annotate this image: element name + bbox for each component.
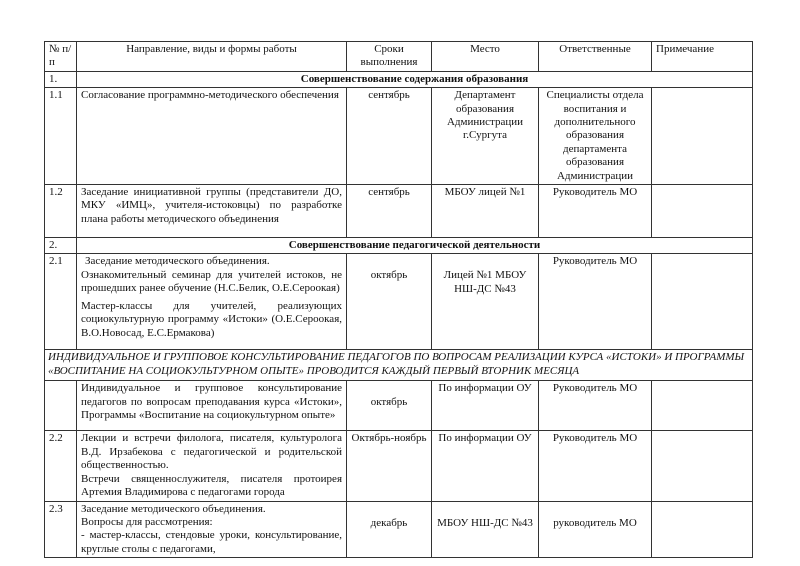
row-responsible: Руководитель МО [539,381,652,431]
row-place: МБОУ лицей №1 [432,185,539,238]
header-row [45,42,753,72]
section-title: Совершенствование содержания образования [77,71,753,87]
row-responsible: Руководитель МО [539,185,652,238]
row-place: Лицей №1 МБОУ НШ-ДС №43 [432,254,539,350]
direction-line: Мастер-классы для учителей, реализующих социокультурную программу «Истоки» (О.Е.Сероокая, В.О.Новосад, Е.С.Ермакова) [81,299,342,339]
section-row [45,238,753,254]
row-note [652,88,753,185]
row-note [652,381,753,431]
direction-line: - мастер-классы, стендовые уроки, консультирование, круглые столы с педагогами, [81,529,342,555]
banner-row [45,350,753,381]
row-direction: Согласование программно-методического обеспечения [77,88,347,185]
row-note [652,254,753,350]
direction-line: Заседание методического объединения. [81,502,266,515]
section-num: 1. [45,71,77,87]
row-note [652,431,753,501]
row-dates: Октябрь-ноябрь [347,431,432,501]
header-dates: Сроки выполнения [347,42,432,72]
section-title: Совершенствование педагогической деятельности [77,238,753,254]
row-place: Департамент образования Администрации г.Сургута [432,88,539,185]
table-row [45,88,753,185]
row-num: 1.1 [45,88,77,185]
row-dates: декабрь [347,501,432,558]
direction-line: Ознакомительный семинар для учителей истоков, не прошедших ранее обучение (Н.С.Белик, О.Е.Сероокая) [81,268,342,295]
row-direction [77,431,347,501]
table-row [45,185,753,238]
direction-line: Лекции и встречи филолога, писателя, культуролога В.Д. Ирзабекова с педагогической и родительской общественностью. [81,432,342,472]
table-row [45,501,753,558]
row-num: 2.3 [45,501,77,558]
row-direction [77,501,347,558]
row-num [45,381,77,431]
row-dates: октябрь [347,381,432,431]
row-place: По информации ОУ [432,431,539,501]
row-place: МБОУ НШ-ДС №43 [432,501,539,558]
table-row [45,381,753,431]
row-num: 2.1 [45,254,77,350]
row-responsible: Руководитель МО [539,254,652,350]
consultation-banner: ИНДИВИДУАЛЬНОЕ И ГРУППОВОЕ КОНСУЛЬТИРОВАНИЕ ПЕДАГОГОВ ПО ВОПРОСАМ РЕАЛИЗАЦИИ КУРСА «ИСТОКИ» И ПРОГРАММЫ «ВОСПИТАНИЕ НА СОЦИОКУЛЬТУРНОМ ОПЫТЕ» ПРОВОДИТСЯ КАЖДЫЙ ПЕРВЫЙ ВТОРНИК МЕСЯЦА [45,350,753,381]
row-responsible: руководитель МО [539,501,652,558]
row-num: 1.2 [45,185,77,238]
section-num: 2. [45,238,77,254]
work-plan-table [44,41,753,558]
header-responsible: Ответственные [539,42,652,72]
row-num: 2.2 [45,431,77,501]
row-responsible: Руководитель МО [539,431,652,501]
row-note [652,501,753,558]
row-place: По информации ОУ [432,381,539,431]
row-direction: Индивидуальное и групповое консультирование педагогов по вопросам преподавания курса «Истоки», Программы «Воспитание на социокультурном опыте» [77,381,347,431]
row-dates: сентябрь [347,88,432,185]
direction-line: Вопросы для рассмотрения: [81,515,213,528]
row-responsible: Специалисты отдела воспитания и дополнительного образования департамента образования Администрации [539,88,652,185]
header-direction: Направление, виды и формы работы [77,42,347,72]
row-note [652,185,753,238]
direction-line: Встречи священнослужителя, писателя протоирея Артемия Владимирова с педагогами города [81,472,342,499]
header-num: № п/п [45,42,77,72]
row-dates: сентябрь [347,185,432,238]
table-row [45,431,753,501]
row-direction [77,254,347,350]
header-note: Примечание [652,42,753,72]
row-dates: октябрь [347,254,432,350]
row-direction: Заседание инициативной группы (представители ДО, МКУ «ИМЦ», учителя-истоковцы) по разработке плана работы методического объединения [77,185,347,238]
table-row [45,254,753,350]
header-place: Место [432,42,539,72]
section-row [45,71,753,87]
direction-line: Заседание методического объединения. [85,255,270,268]
